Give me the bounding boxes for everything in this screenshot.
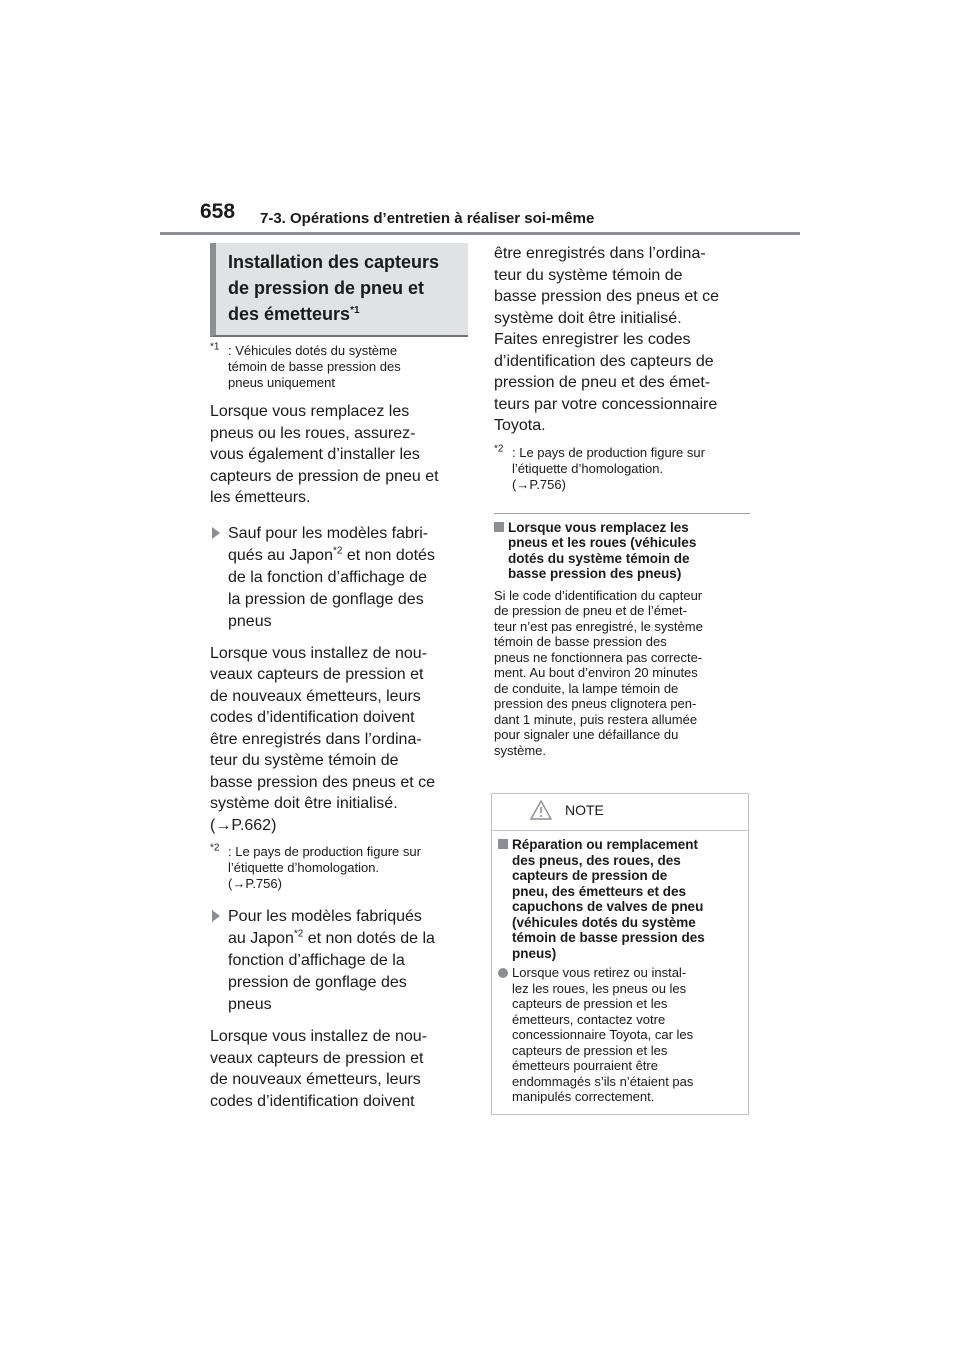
footnote-2: $^{*2}$ : Le pays de production figure sur l’étiquette d’homologation. (→P.756) xyxy=(210,842,421,891)
install-paragraph-2: Lorsque vous installez de nou- veaux capteurs de pression et de nouveaux émetteurs, leurs codes d’identification doivent xyxy=(210,1028,428,1110)
section-title: 7-3. Opérations d’entretien à réaliser soi-même xyxy=(260,210,595,227)
note-heading: Réparation ou remplacement des pneus, des roues, des capteurs de pression de pneu, des émetteurs et des capuchons de valves de pneu (véhicules dotés du système témoin de basse pression des pneus) xyxy=(498,837,742,961)
heading-line-1: Installation des capteurs xyxy=(228,252,440,272)
note-header xyxy=(492,794,748,831)
square-bullet-icon xyxy=(494,522,504,532)
footnote-line: témoin de basse pression des xyxy=(228,359,401,374)
note-box xyxy=(491,793,749,1115)
section-heading xyxy=(228,249,460,327)
footnote-line: : Véhicules dotés du système xyxy=(228,343,398,358)
triangle-bullet-icon xyxy=(212,910,220,922)
bullet-japan-models: Pour les modèles fabriqués au Japon$^{*2}$ et non dotés de la fonction d’affichage de la pression de gonflage des pneus xyxy=(228,906,468,1016)
section-heading-box xyxy=(210,243,468,337)
footnote-mark: *1 xyxy=(210,341,220,353)
heading-line-3: des émetteurs xyxy=(228,304,351,324)
footnote-2-right: $^{*2}$ : Le pays de production figure sur l’étiquette d’homologation. (→P.756) xyxy=(494,443,705,492)
page-number: 658 xyxy=(200,200,236,223)
heading-footnote-mark: *1 xyxy=(350,305,360,316)
note-label: NOTE xyxy=(565,802,604,818)
install-paragraph-1: Lorsque vous installez de nou- veaux capteurs de pression et de nouveaux émetteurs, leurs codes d’identification doivent être enregistrés dans l’ordina- teur du système témoin de basse pression des pneus et ce système doit être initialisé. (→P.662) xyxy=(210,644,436,834)
note-body xyxy=(492,831,748,1111)
left-column xyxy=(210,243,468,1112)
warning-icon xyxy=(530,800,552,820)
subsection-heading: Lorsque vous remplacez les pneus et les roues (véhicules dotés du système témoin de basse pression des pneus) xyxy=(494,520,750,582)
subsection-divider xyxy=(494,513,750,514)
square-bullet-icon xyxy=(498,839,508,849)
intro-paragraph: Lorsque vous remplacez les pneus ou les roues, assurez- vous également d’installer les capteurs de pression de pneu et les émetteurs. xyxy=(210,403,439,506)
footnote-1 xyxy=(210,343,468,391)
circle-bullet-icon xyxy=(498,968,508,978)
right-column xyxy=(494,243,750,758)
triangle-bullet-icon xyxy=(212,527,220,539)
bullet-non-japan-models: Sauf pour les modèles fabri- qués au Japon$^{*2}$ et non dotés de la fonction d’affichage de la pression de gonflage des pneus xyxy=(228,523,468,633)
subsection-text: Si le code d’identification du capteur de pression de pneu et de l’émet- teur n’est pas enregistré, le système témoin de basse pression des pneus ne fonctionnera pas correcte- ment. Au bout d’environ 20 minutes de conduite, la lampe témoin de pression des pneus clignotera pen- dant 1 minute, puis restera allumée pour signaler une défaillance du système. xyxy=(494,587,703,758)
note-item: Lorsque vous retirez ou instal- lez les roues, les pneus ou les capteurs de pression et les émetteurs, contactez votre concessionnaire Toyota, car les capteurs de pression et les émetteurs pourraient être endommagés s’ils n’étaient pas manipulés correctement. xyxy=(498,965,742,1105)
heading-line-2: de pression de pneu et xyxy=(228,278,425,298)
footnote-line: pneus uniquement xyxy=(228,375,335,390)
continued-paragraph: être enregistrés dans l’ordina- teur du système témoin de basse pression des pneus et ce système doit être initialisé. Faites enregistrer les codes d’identification des capteurs de pression de pneu et des émet- teurs par votre concessionnaire Toyota. xyxy=(494,245,720,434)
header-rule xyxy=(160,232,800,235)
